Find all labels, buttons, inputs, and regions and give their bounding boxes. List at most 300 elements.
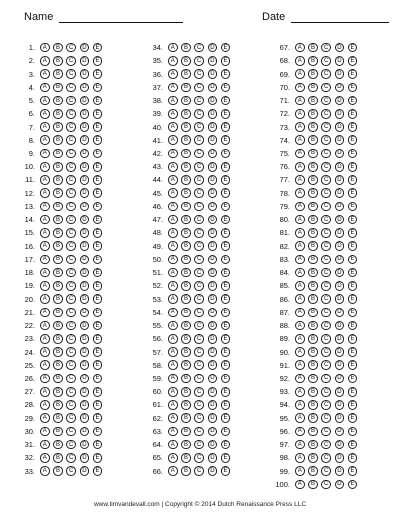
answer-bubble-c[interactable]: C xyxy=(321,374,331,384)
answer-bubble-e[interactable]: E xyxy=(348,135,358,145)
answer-bubble-c[interactable]: C xyxy=(66,149,76,159)
answer-bubble-b[interactable]: B xyxy=(181,241,191,251)
answer-bubble-e[interactable]: E xyxy=(93,202,103,212)
answer-bubble-e[interactable]: E xyxy=(93,334,103,344)
answer-bubble-c[interactable]: C xyxy=(194,374,204,384)
answer-bubble-b[interactable]: B xyxy=(181,413,191,423)
answer-bubble-c[interactable]: C xyxy=(66,400,76,410)
answer-bubble-a[interactable]: A xyxy=(295,96,305,106)
answer-bubble-b[interactable]: B xyxy=(308,281,318,291)
answer-bubble-b[interactable]: B xyxy=(308,334,318,344)
answer-bubble-b[interactable]: B xyxy=(53,453,63,463)
answer-bubble-e[interactable]: E xyxy=(221,43,231,53)
answer-bubble-a[interactable]: A xyxy=(40,43,50,53)
answer-bubble-d[interactable]: D xyxy=(208,241,218,251)
answer-bubble-a[interactable]: A xyxy=(40,228,50,238)
answer-bubble-d[interactable]: D xyxy=(208,347,218,357)
answer-bubble-e[interactable]: E xyxy=(221,215,231,225)
answer-bubble-a[interactable]: A xyxy=(40,453,50,463)
answer-bubble-d[interactable]: D xyxy=(80,69,90,79)
answer-bubble-e[interactable]: E xyxy=(221,281,231,291)
answer-bubble-d[interactable]: D xyxy=(208,321,218,331)
answer-bubble-e[interactable]: E xyxy=(348,228,358,238)
answer-bubble-d[interactable]: D xyxy=(335,96,345,106)
answer-bubble-d[interactable]: D xyxy=(335,43,345,53)
answer-bubble-d[interactable]: D xyxy=(335,109,345,119)
answer-bubble-c[interactable]: C xyxy=(321,466,331,476)
answer-bubble-b[interactable]: B xyxy=(181,69,191,79)
answer-bubble-e[interactable]: E xyxy=(221,308,231,318)
answer-bubble-d[interactable]: D xyxy=(335,440,345,450)
answer-bubble-e[interactable]: E xyxy=(93,188,103,198)
answer-bubble-c[interactable]: C xyxy=(321,83,331,93)
answer-bubble-d[interactable]: D xyxy=(208,69,218,79)
answer-bubble-b[interactable]: B xyxy=(308,268,318,278)
answer-bubble-e[interactable]: E xyxy=(348,308,358,318)
answer-bubble-a[interactable]: A xyxy=(40,466,50,476)
answer-bubble-e[interactable]: E xyxy=(221,109,231,119)
answer-bubble-b[interactable]: B xyxy=(53,56,63,66)
answer-bubble-a[interactable]: A xyxy=(40,374,50,384)
answer-bubble-e[interactable]: E xyxy=(348,466,358,476)
answer-bubble-c[interactable]: C xyxy=(321,480,331,490)
answer-bubble-e[interactable]: E xyxy=(93,162,103,172)
answer-bubble-a[interactable]: A xyxy=(168,347,178,357)
answer-bubble-b[interactable]: B xyxy=(181,83,191,93)
answer-bubble-a[interactable]: A xyxy=(168,122,178,132)
answer-bubble-d[interactable]: D xyxy=(80,453,90,463)
answer-bubble-c[interactable]: C xyxy=(321,321,331,331)
answer-bubble-e[interactable]: E xyxy=(93,83,103,93)
answer-bubble-a[interactable]: A xyxy=(168,175,178,185)
answer-bubble-c[interactable]: C xyxy=(66,308,76,318)
answer-bubble-c[interactable]: C xyxy=(66,109,76,119)
answer-bubble-e[interactable]: E xyxy=(221,360,231,370)
answer-bubble-e[interactable]: E xyxy=(348,440,358,450)
answer-bubble-d[interactable]: D xyxy=(335,294,345,304)
answer-bubble-a[interactable]: A xyxy=(295,268,305,278)
answer-bubble-b[interactable]: B xyxy=(308,175,318,185)
answer-bubble-b[interactable]: B xyxy=(53,175,63,185)
answer-bubble-c[interactable]: C xyxy=(321,241,331,251)
answer-bubble-b[interactable]: B xyxy=(181,122,191,132)
answer-bubble-c[interactable]: C xyxy=(321,202,331,212)
answer-bubble-b[interactable]: B xyxy=(53,334,63,344)
answer-bubble-d[interactable]: D xyxy=(80,440,90,450)
answer-bubble-e[interactable]: E xyxy=(348,162,358,172)
answer-bubble-e[interactable]: E xyxy=(93,135,103,145)
answer-bubble-c[interactable]: C xyxy=(66,162,76,172)
answer-bubble-a[interactable]: A xyxy=(168,440,178,450)
answer-bubble-d[interactable]: D xyxy=(335,215,345,225)
answer-bubble-c[interactable]: C xyxy=(321,453,331,463)
answer-bubble-b[interactable]: B xyxy=(181,453,191,463)
answer-bubble-d[interactable]: D xyxy=(208,400,218,410)
answer-bubble-a[interactable]: A xyxy=(295,281,305,291)
answer-bubble-b[interactable]: B xyxy=(53,241,63,251)
answer-bubble-a[interactable]: A xyxy=(168,308,178,318)
answer-bubble-b[interactable]: B xyxy=(308,480,318,490)
answer-bubble-c[interactable]: C xyxy=(321,149,331,159)
answer-bubble-c[interactable]: C xyxy=(321,109,331,119)
answer-bubble-d[interactable]: D xyxy=(335,188,345,198)
answer-bubble-e[interactable]: E xyxy=(348,109,358,119)
answer-bubble-b[interactable]: B xyxy=(308,215,318,225)
answer-bubble-c[interactable]: C xyxy=(321,135,331,145)
answer-bubble-d[interactable]: D xyxy=(208,334,218,344)
answer-bubble-a[interactable]: A xyxy=(40,334,50,344)
answer-bubble-a[interactable]: A xyxy=(40,56,50,66)
answer-bubble-c[interactable]: C xyxy=(194,83,204,93)
date-field-line[interactable] xyxy=(291,10,389,23)
answer-bubble-d[interactable]: D xyxy=(208,294,218,304)
answer-bubble-c[interactable]: C xyxy=(66,56,76,66)
answer-bubble-b[interactable]: B xyxy=(308,69,318,79)
answer-bubble-e[interactable]: E xyxy=(93,215,103,225)
answer-bubble-d[interactable]: D xyxy=(335,175,345,185)
answer-bubble-e[interactable]: E xyxy=(221,347,231,357)
answer-bubble-e[interactable]: E xyxy=(221,440,231,450)
answer-bubble-b[interactable]: B xyxy=(53,188,63,198)
answer-bubble-e[interactable]: E xyxy=(221,56,231,66)
answer-bubble-c[interactable]: C xyxy=(321,400,331,410)
answer-bubble-d[interactable]: D xyxy=(208,202,218,212)
answer-bubble-d[interactable]: D xyxy=(80,135,90,145)
answer-bubble-a[interactable]: A xyxy=(295,215,305,225)
answer-bubble-e[interactable]: E xyxy=(93,255,103,265)
answer-bubble-a[interactable]: A xyxy=(295,43,305,53)
answer-bubble-b[interactable]: B xyxy=(181,96,191,106)
answer-bubble-c[interactable]: C xyxy=(194,427,204,437)
answer-bubble-c[interactable]: C xyxy=(66,188,76,198)
answer-bubble-a[interactable]: A xyxy=(40,149,50,159)
answer-bubble-e[interactable]: E xyxy=(348,294,358,304)
answer-bubble-a[interactable]: A xyxy=(40,400,50,410)
answer-bubble-d[interactable]: D xyxy=(335,202,345,212)
answer-bubble-a[interactable]: A xyxy=(40,96,50,106)
answer-bubble-c[interactable]: C xyxy=(194,360,204,370)
answer-bubble-d[interactable]: D xyxy=(208,413,218,423)
answer-bubble-b[interactable]: B xyxy=(308,360,318,370)
answer-bubble-a[interactable]: A xyxy=(295,188,305,198)
answer-bubble-c[interactable]: C xyxy=(66,374,76,384)
answer-bubble-b[interactable]: B xyxy=(53,228,63,238)
answer-bubble-d[interactable]: D xyxy=(335,334,345,344)
answer-bubble-c[interactable]: C xyxy=(321,228,331,238)
answer-bubble-d[interactable]: D xyxy=(80,149,90,159)
answer-bubble-e[interactable]: E xyxy=(221,241,231,251)
answer-bubble-c[interactable]: C xyxy=(194,162,204,172)
answer-bubble-d[interactable]: D xyxy=(80,387,90,397)
answer-bubble-b[interactable]: B xyxy=(308,228,318,238)
answer-bubble-d[interactable]: D xyxy=(208,96,218,106)
answer-bubble-a[interactable]: A xyxy=(295,109,305,119)
answer-bubble-a[interactable]: A xyxy=(295,228,305,238)
answer-bubble-a[interactable]: A xyxy=(168,83,178,93)
answer-bubble-b[interactable]: B xyxy=(53,268,63,278)
answer-bubble-e[interactable]: E xyxy=(93,427,103,437)
answer-bubble-e[interactable]: E xyxy=(93,400,103,410)
answer-bubble-c[interactable]: C xyxy=(321,387,331,397)
answer-bubble-c[interactable]: C xyxy=(66,360,76,370)
answer-bubble-b[interactable]: B xyxy=(308,308,318,318)
answer-bubble-d[interactable]: D xyxy=(80,162,90,172)
answer-bubble-a[interactable]: A xyxy=(168,109,178,119)
answer-bubble-b[interactable]: B xyxy=(308,241,318,251)
answer-bubble-a[interactable]: A xyxy=(295,360,305,370)
answer-bubble-a[interactable]: A xyxy=(168,413,178,423)
answer-bubble-c[interactable]: C xyxy=(66,334,76,344)
answer-bubble-b[interactable]: B xyxy=(308,374,318,384)
answer-bubble-d[interactable]: D xyxy=(335,427,345,437)
answer-bubble-c[interactable]: C xyxy=(321,43,331,53)
answer-bubble-b[interactable]: B xyxy=(53,96,63,106)
answer-bubble-c[interactable]: C xyxy=(194,43,204,53)
answer-bubble-d[interactable]: D xyxy=(80,413,90,423)
answer-bubble-b[interactable]: B xyxy=(53,440,63,450)
answer-bubble-b[interactable]: B xyxy=(181,175,191,185)
answer-bubble-c[interactable]: C xyxy=(321,56,331,66)
answer-bubble-a[interactable]: A xyxy=(40,215,50,225)
answer-bubble-a[interactable]: A xyxy=(40,255,50,265)
answer-bubble-c[interactable]: C xyxy=(66,202,76,212)
answer-bubble-e[interactable]: E xyxy=(221,387,231,397)
answer-bubble-a[interactable]: A xyxy=(40,294,50,304)
name-field-line[interactable] xyxy=(59,10,183,23)
answer-bubble-b[interactable]: B xyxy=(53,374,63,384)
answer-bubble-e[interactable]: E xyxy=(221,188,231,198)
answer-bubble-c[interactable]: C xyxy=(66,387,76,397)
answer-bubble-a[interactable]: A xyxy=(295,427,305,437)
answer-bubble-d[interactable]: D xyxy=(208,83,218,93)
answer-bubble-e[interactable]: E xyxy=(348,281,358,291)
answer-bubble-d[interactable]: D xyxy=(335,255,345,265)
answer-bubble-c[interactable]: C xyxy=(194,400,204,410)
answer-bubble-d[interactable]: D xyxy=(335,281,345,291)
answer-bubble-c[interactable]: C xyxy=(194,135,204,145)
answer-bubble-e[interactable]: E xyxy=(348,268,358,278)
answer-bubble-a[interactable]: A xyxy=(295,466,305,476)
answer-bubble-e[interactable]: E xyxy=(93,109,103,119)
answer-bubble-e[interactable]: E xyxy=(93,281,103,291)
answer-bubble-c[interactable]: C xyxy=(66,96,76,106)
answer-bubble-e[interactable]: E xyxy=(221,202,231,212)
answer-bubble-e[interactable]: E xyxy=(93,466,103,476)
answer-bubble-c[interactable]: C xyxy=(194,321,204,331)
answer-bubble-b[interactable]: B xyxy=(181,268,191,278)
answer-bubble-c[interactable]: C xyxy=(194,334,204,344)
answer-bubble-d[interactable]: D xyxy=(80,109,90,119)
answer-bubble-d[interactable]: D xyxy=(208,427,218,437)
answer-bubble-b[interactable]: B xyxy=(308,294,318,304)
answer-bubble-c[interactable]: C xyxy=(194,122,204,132)
answer-bubble-b[interactable]: B xyxy=(181,427,191,437)
answer-bubble-e[interactable]: E xyxy=(93,347,103,357)
answer-bubble-e[interactable]: E xyxy=(221,96,231,106)
answer-bubble-e[interactable]: E xyxy=(348,96,358,106)
answer-bubble-c[interactable]: C xyxy=(321,294,331,304)
answer-bubble-c[interactable]: C xyxy=(194,202,204,212)
answer-bubble-e[interactable]: E xyxy=(221,294,231,304)
answer-bubble-b[interactable]: B xyxy=(181,440,191,450)
answer-bubble-c[interactable]: C xyxy=(194,255,204,265)
answer-bubble-a[interactable]: A xyxy=(40,360,50,370)
answer-bubble-e[interactable]: E xyxy=(348,56,358,66)
answer-bubble-c[interactable]: C xyxy=(66,122,76,132)
answer-bubble-b[interactable]: B xyxy=(181,255,191,265)
answer-bubble-a[interactable]: A xyxy=(295,69,305,79)
answer-bubble-d[interactable]: D xyxy=(335,321,345,331)
answer-bubble-a[interactable]: A xyxy=(40,308,50,318)
answer-bubble-a[interactable]: A xyxy=(168,400,178,410)
answer-bubble-b[interactable]: B xyxy=(308,413,318,423)
answer-bubble-b[interactable]: B xyxy=(181,188,191,198)
answer-bubble-a[interactable]: A xyxy=(295,387,305,397)
answer-bubble-e[interactable]: E xyxy=(348,400,358,410)
answer-bubble-e[interactable]: E xyxy=(93,122,103,132)
answer-bubble-b[interactable]: B xyxy=(53,321,63,331)
answer-bubble-c[interactable]: C xyxy=(194,241,204,251)
answer-bubble-e[interactable]: E xyxy=(348,149,358,159)
answer-bubble-b[interactable]: B xyxy=(308,135,318,145)
answer-bubble-e[interactable]: E xyxy=(221,453,231,463)
answer-bubble-e[interactable]: E xyxy=(93,413,103,423)
answer-bubble-c[interactable]: C xyxy=(66,83,76,93)
answer-bubble-b[interactable]: B xyxy=(308,83,318,93)
answer-bubble-c[interactable]: C xyxy=(321,175,331,185)
answer-bubble-e[interactable]: E xyxy=(221,228,231,238)
answer-bubble-b[interactable]: B xyxy=(308,149,318,159)
answer-bubble-d[interactable]: D xyxy=(208,149,218,159)
answer-bubble-d[interactable]: D xyxy=(80,268,90,278)
answer-bubble-c[interactable]: C xyxy=(66,453,76,463)
answer-bubble-e[interactable]: E xyxy=(348,83,358,93)
answer-bubble-c[interactable]: C xyxy=(321,360,331,370)
answer-bubble-d[interactable]: D xyxy=(208,162,218,172)
answer-bubble-a[interactable]: A xyxy=(168,281,178,291)
answer-bubble-d[interactable]: D xyxy=(335,480,345,490)
answer-bubble-a[interactable]: A xyxy=(168,188,178,198)
answer-bubble-d[interactable]: D xyxy=(80,215,90,225)
answer-bubble-e[interactable]: E xyxy=(93,149,103,159)
answer-bubble-c[interactable]: C xyxy=(194,413,204,423)
answer-bubble-d[interactable]: D xyxy=(80,321,90,331)
answer-bubble-a[interactable]: A xyxy=(168,334,178,344)
answer-bubble-a[interactable]: A xyxy=(40,321,50,331)
answer-bubble-b[interactable]: B xyxy=(53,255,63,265)
answer-bubble-b[interactable]: B xyxy=(181,56,191,66)
answer-bubble-e[interactable]: E xyxy=(93,241,103,251)
answer-bubble-b[interactable]: B xyxy=(308,400,318,410)
answer-bubble-e[interactable]: E xyxy=(93,228,103,238)
answer-bubble-a[interactable]: A xyxy=(168,360,178,370)
answer-bubble-d[interactable]: D xyxy=(208,281,218,291)
answer-bubble-a[interactable]: A xyxy=(168,69,178,79)
answer-bubble-d[interactable]: D xyxy=(80,360,90,370)
answer-bubble-c[interactable]: C xyxy=(321,162,331,172)
answer-bubble-a[interactable]: A xyxy=(295,56,305,66)
answer-bubble-b[interactable]: B xyxy=(53,149,63,159)
answer-bubble-e[interactable]: E xyxy=(348,360,358,370)
answer-bubble-d[interactable]: D xyxy=(335,268,345,278)
answer-bubble-a[interactable]: A xyxy=(295,400,305,410)
answer-bubble-b[interactable]: B xyxy=(181,334,191,344)
answer-bubble-d[interactable]: D xyxy=(208,308,218,318)
answer-bubble-e[interactable]: E xyxy=(221,149,231,159)
answer-bubble-b[interactable]: B xyxy=(181,400,191,410)
answer-bubble-a[interactable]: A xyxy=(295,175,305,185)
answer-bubble-a[interactable]: A xyxy=(40,347,50,357)
answer-bubble-d[interactable]: D xyxy=(335,466,345,476)
answer-bubble-c[interactable]: C xyxy=(194,188,204,198)
answer-bubble-d[interactable]: D xyxy=(335,400,345,410)
answer-bubble-d[interactable]: D xyxy=(80,122,90,132)
answer-bubble-c[interactable]: C xyxy=(194,96,204,106)
answer-bubble-a[interactable]: A xyxy=(168,149,178,159)
answer-bubble-b[interactable]: B xyxy=(181,294,191,304)
answer-bubble-d[interactable]: D xyxy=(208,466,218,476)
answer-bubble-a[interactable]: A xyxy=(295,202,305,212)
answer-bubble-c[interactable]: C xyxy=(321,281,331,291)
answer-bubble-a[interactable]: A xyxy=(40,109,50,119)
answer-bubble-b[interactable]: B xyxy=(308,255,318,265)
answer-bubble-e[interactable]: E xyxy=(221,162,231,172)
answer-bubble-b[interactable]: B xyxy=(53,83,63,93)
answer-bubble-a[interactable]: A xyxy=(40,427,50,437)
answer-bubble-c[interactable]: C xyxy=(194,149,204,159)
answer-bubble-e[interactable]: E xyxy=(348,334,358,344)
answer-bubble-a[interactable]: A xyxy=(295,334,305,344)
answer-bubble-e[interactable]: E xyxy=(348,321,358,331)
answer-bubble-a[interactable]: A xyxy=(295,413,305,423)
answer-bubble-b[interactable]: B xyxy=(53,413,63,423)
answer-bubble-b[interactable]: B xyxy=(308,387,318,397)
answer-bubble-c[interactable]: C xyxy=(194,281,204,291)
answer-bubble-b[interactable]: B xyxy=(308,122,318,132)
answer-bubble-e[interactable]: E xyxy=(93,453,103,463)
answer-bubble-a[interactable]: A xyxy=(295,135,305,145)
answer-bubble-a[interactable]: A xyxy=(168,43,178,53)
answer-bubble-c[interactable]: C xyxy=(66,427,76,437)
answer-bubble-a[interactable]: A xyxy=(295,321,305,331)
answer-bubble-a[interactable]: A xyxy=(40,202,50,212)
answer-bubble-a[interactable]: A xyxy=(295,255,305,265)
answer-bubble-a[interactable]: A xyxy=(168,427,178,437)
answer-bubble-c[interactable]: C xyxy=(321,334,331,344)
answer-bubble-c[interactable]: C xyxy=(66,215,76,225)
answer-bubble-b[interactable]: B xyxy=(308,109,318,119)
answer-bubble-d[interactable]: D xyxy=(80,334,90,344)
answer-bubble-b[interactable]: B xyxy=(181,347,191,357)
answer-bubble-c[interactable]: C xyxy=(194,308,204,318)
answer-bubble-e[interactable]: E xyxy=(221,400,231,410)
answer-bubble-c[interactable]: C xyxy=(194,294,204,304)
answer-bubble-e[interactable]: E xyxy=(93,374,103,384)
answer-bubble-e[interactable]: E xyxy=(348,215,358,225)
answer-bubble-c[interactable]: C xyxy=(194,466,204,476)
answer-bubble-a[interactable]: A xyxy=(295,453,305,463)
answer-bubble-d[interactable]: D xyxy=(208,109,218,119)
answer-bubble-d[interactable]: D xyxy=(80,241,90,251)
answer-bubble-b[interactable]: B xyxy=(53,347,63,357)
answer-bubble-b[interactable]: B xyxy=(181,215,191,225)
answer-bubble-a[interactable]: A xyxy=(168,466,178,476)
answer-bubble-e[interactable]: E xyxy=(221,374,231,384)
answer-bubble-b[interactable]: B xyxy=(53,43,63,53)
answer-bubble-d[interactable]: D xyxy=(335,374,345,384)
answer-bubble-a[interactable]: A xyxy=(40,241,50,251)
answer-bubble-a[interactable]: A xyxy=(295,440,305,450)
